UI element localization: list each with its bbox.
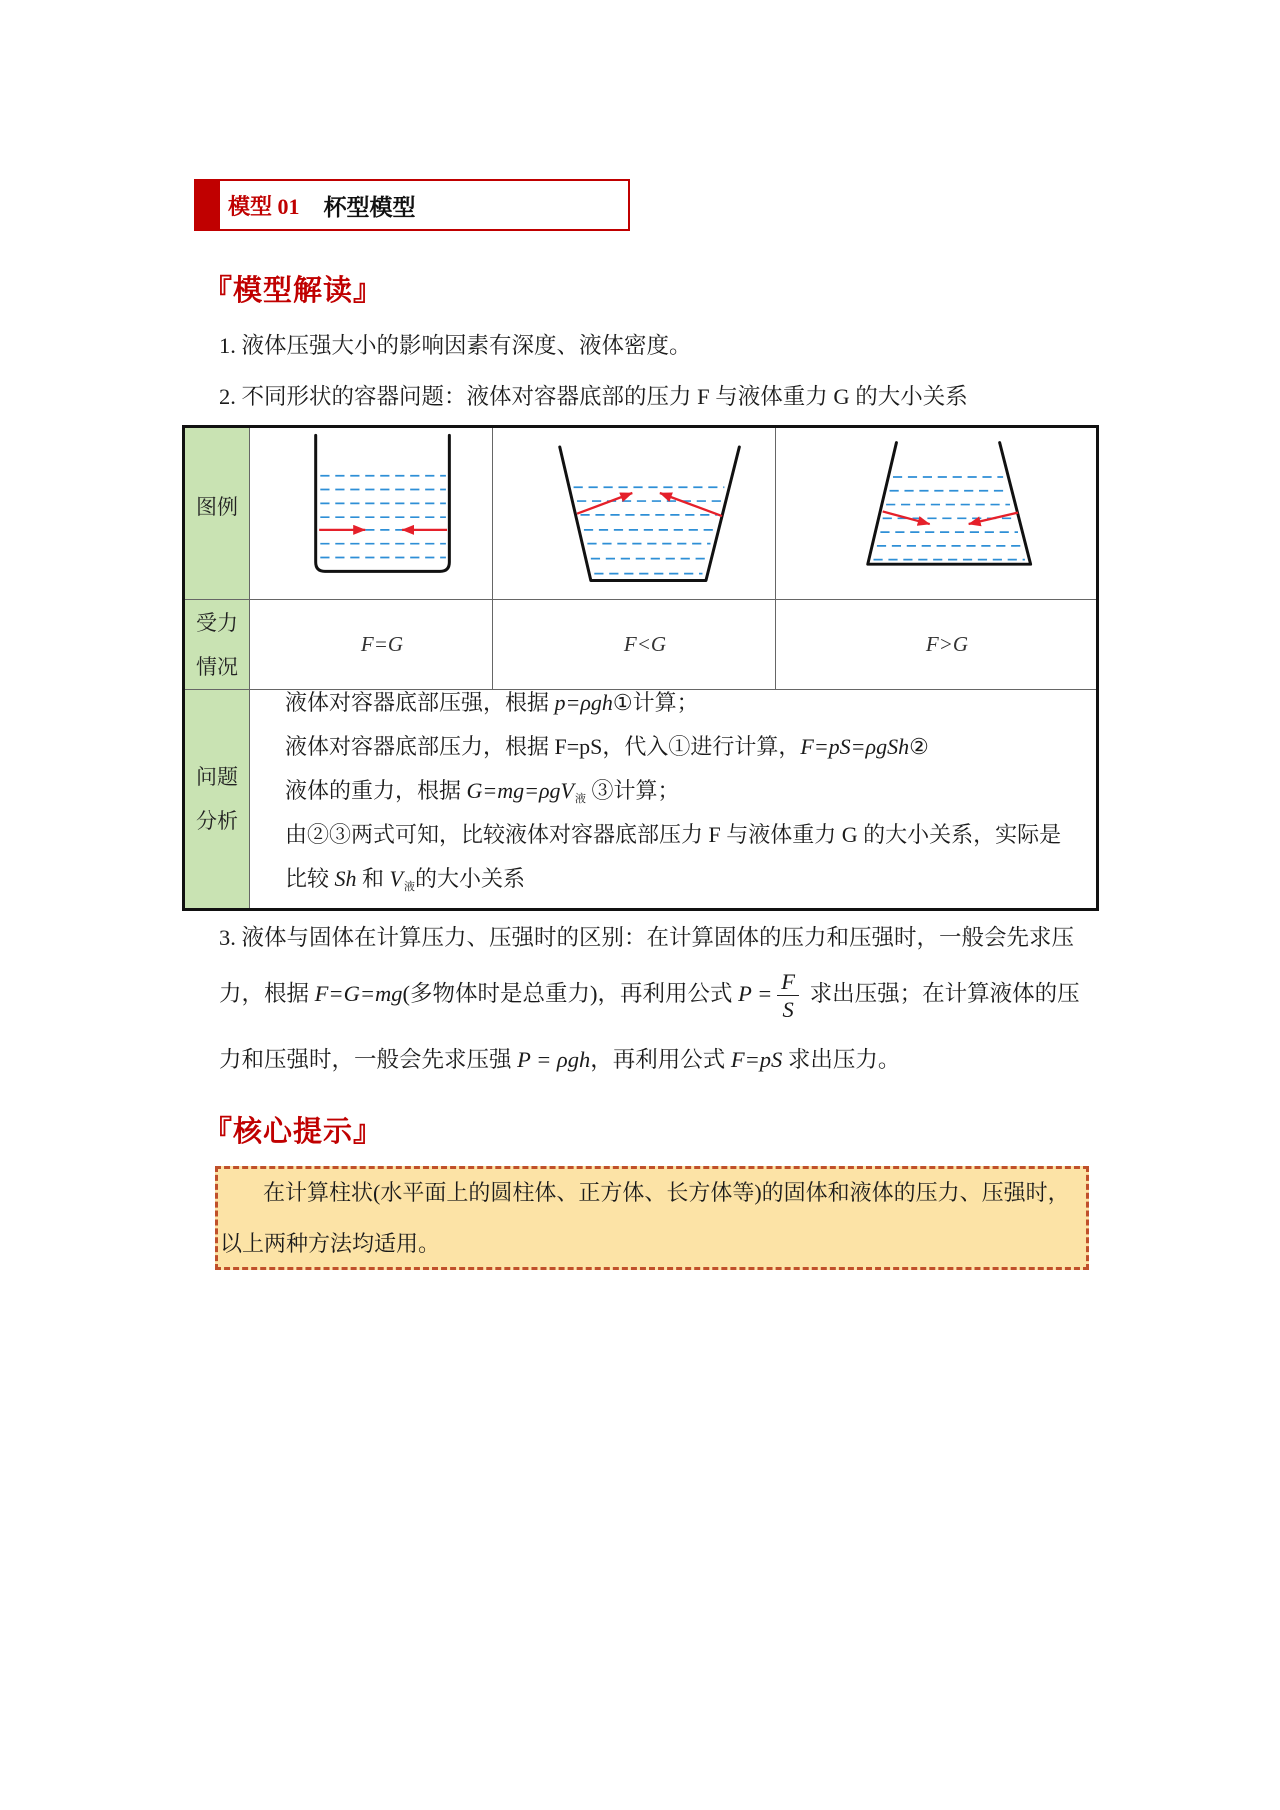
- row-label-text: 图例: [196, 494, 238, 519]
- formula: Sh: [334, 866, 357, 891]
- text-segment: 液体的重力，根据: [285, 778, 467, 803]
- row-label-text: 问题: [196, 765, 238, 789]
- formula: G=mg=ρgV: [466, 778, 574, 803]
- formula: P =: [738, 981, 773, 1006]
- text-segment: 由②③两式可知，比较液体对容器底部压力 F 与液体重力 G 的大小关系，实际是: [285, 822, 1062, 847]
- relation-cell-wide-top: [493, 600, 776, 690]
- section-heading-interpretation: 『模型解读』: [203, 275, 384, 307]
- text-segment: ③计算；: [585, 778, 680, 803]
- analysis-line: [285, 769, 1061, 813]
- comparison-table: [182, 425, 1099, 911]
- fraction-numerator: F: [777, 968, 799, 996]
- core-tip-box: [215, 1166, 1089, 1270]
- text-segment: (多物体时是总重力)，再利用公式: [402, 981, 739, 1006]
- row-label-text: 分析: [196, 809, 238, 833]
- core-tip-line: 在计算柱状(水平面上的圆柱体、正方体、长方体等)的固体和液体的压力、压强时，: [263, 1180, 1070, 1205]
- row-label-text: 情况: [196, 654, 238, 679]
- row-label-diagram: [185, 428, 250, 600]
- force-relation: F>G: [925, 632, 969, 656]
- fraction-denominator: S: [782, 997, 794, 1023]
- list-item-1: 1. 液体压强大小的影响因素有深度、液体密度。: [219, 333, 692, 358]
- formula: F=G=mg: [314, 981, 403, 1006]
- text-segment: ②: [909, 734, 929, 759]
- row-label-analysis: [185, 690, 250, 908]
- text-segment: ①计算；: [612, 690, 699, 715]
- formula: F=pS=ρgSh: [800, 734, 910, 759]
- relation-cell-straight: [250, 600, 493, 690]
- row-label-force: [185, 600, 250, 690]
- list-item-3-line-2: [219, 964, 1080, 1024]
- list-item-3-line-1: 3. 液体与固体在计算压力、压强时的区别：在计算固体的压力和压强时，一般会先求压: [219, 925, 1075, 950]
- text-segment: 力和压强时，一般会先求压强: [219, 1047, 518, 1072]
- list-item-2: 2. 不同形状的容器问题：液体对容器底部的压力 F 与液体重力 G 的大小关系: [219, 384, 968, 409]
- text-segment: 和: [356, 866, 390, 891]
- force-relation: F=G: [360, 632, 404, 656]
- subscript: 液: [403, 880, 415, 893]
- text-segment: 液体对容器底部压强，根据: [285, 690, 555, 715]
- figure-cell-narrow-top: [776, 428, 1096, 600]
- model-number: 模型 01: [228, 193, 300, 219]
- section-heading-core-tip: 『核心提示』: [203, 1116, 384, 1148]
- subscript: 液: [574, 792, 586, 805]
- core-tip-line: 以上两种方法均适用。: [220, 1231, 441, 1256]
- narrow-top-cup-figure: [776, 428, 1096, 599]
- row-label-text: 受力: [196, 610, 238, 635]
- figure-cell-wide-top: [493, 428, 776, 600]
- text-segment: 比较: [285, 866, 335, 891]
- text-segment: 求出压强；在计算液体的压: [804, 981, 1080, 1006]
- analysis-line: [285, 725, 1061, 769]
- text-segment: 的大小关系: [414, 866, 525, 891]
- analysis-line: [285, 813, 1061, 857]
- pressure-arrow: [660, 493, 722, 516]
- model-title-box: [194, 179, 630, 231]
- text-segment: 液体对容器底部压力，根据 F=pS，代入①进行计算，: [285, 734, 801, 759]
- figure-cell-straight: [250, 428, 493, 600]
- analysis-text: [285, 681, 1061, 901]
- formula: V: [389, 866, 403, 891]
- wide-top-cup-figure: [493, 428, 775, 599]
- relation-cell-narrow-top: [776, 600, 1096, 690]
- container-wall: [560, 447, 740, 581]
- model-title: 杯型模型: [323, 194, 416, 220]
- list-item-3-line-3: [219, 1045, 900, 1075]
- pressure-arrow: [577, 493, 632, 514]
- straight-cup-figure: [250, 428, 492, 599]
- title-accent-bar: [194, 179, 220, 231]
- analysis-cell: [250, 690, 1096, 908]
- analysis-line: [285, 681, 1061, 725]
- formula: F=pS: [730, 1047, 783, 1072]
- force-relation: F<G: [623, 632, 667, 656]
- analysis-line: [285, 857, 1061, 901]
- fraction: [777, 968, 799, 1023]
- text-segment: 求出压力。: [782, 1047, 901, 1072]
- formula: P = ρgh: [517, 1047, 591, 1072]
- formula: p=ρgh: [554, 690, 613, 715]
- text-segment: ，再利用公式: [590, 1047, 731, 1072]
- text-segment: 力，根据: [219, 981, 315, 1006]
